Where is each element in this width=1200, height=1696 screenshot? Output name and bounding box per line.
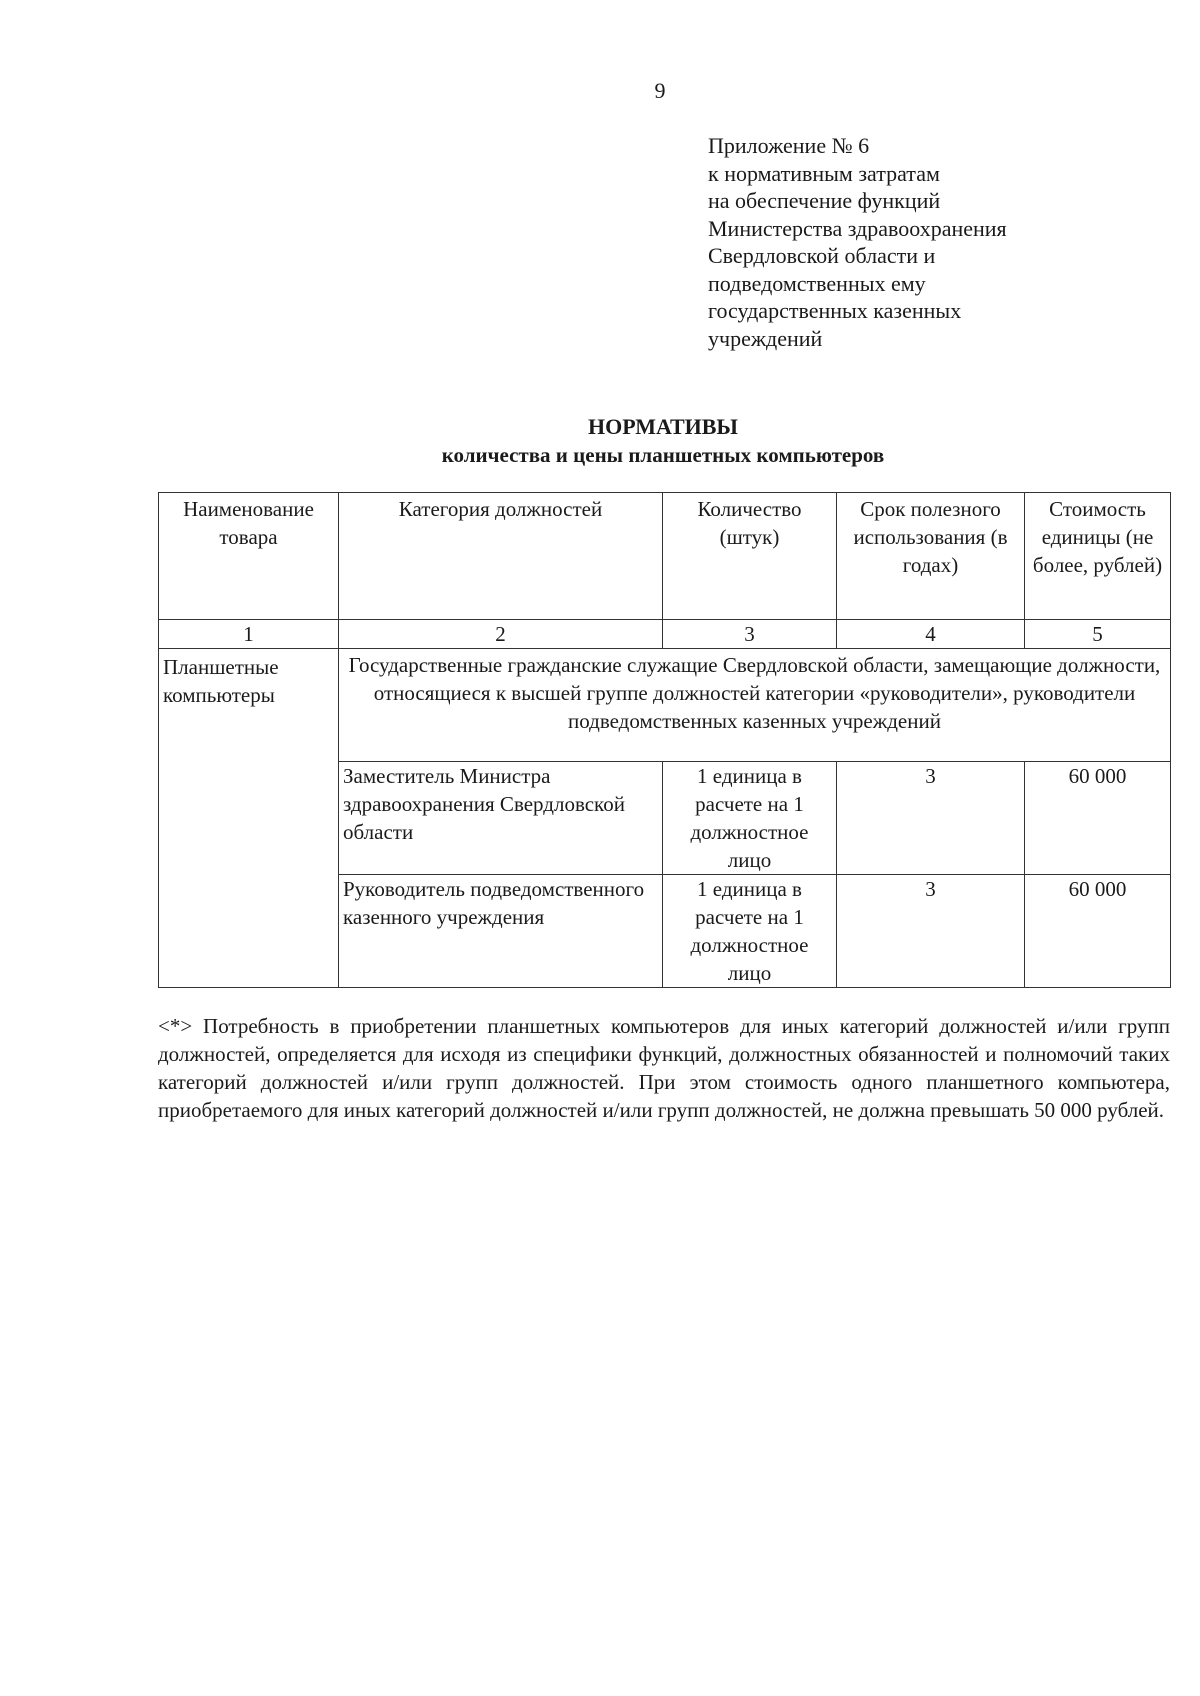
row-category-cell: Руководитель подведомственного казенного учреждения [339, 875, 663, 988]
row-price-cell: 60 000 [1025, 762, 1171, 875]
row-quantity-cell: 1 единица в расчете на 1 должностное лицо [663, 875, 837, 988]
appendix-line: учреждений [708, 325, 823, 351]
row-quantity-cell: 1 единица в расчете на 1 должностное лицо [663, 762, 837, 875]
appendix-line: к нормативным затратам [708, 160, 940, 186]
document-title: НОРМАТИВЫ [587, 414, 739, 439]
appendix-line: Министерства здравоохранения [708, 215, 1007, 241]
header-category: Категория должностей [339, 493, 663, 620]
product-name-cell: Планшетные компьютеры [159, 649, 339, 988]
header-quantity: Количество (штук) [663, 493, 837, 620]
table-header-row [159, 493, 1171, 620]
header-term: Срок полезного использования (в годах) [837, 493, 1025, 620]
row-category-cell: Заместитель Министра здравоохранения Свердловской области [339, 762, 663, 875]
column-number: 1 [159, 620, 339, 649]
group-row [159, 649, 1171, 762]
norms-table [158, 492, 1171, 988]
appendix-line: Приложение № 6 [708, 133, 870, 158]
appendix-line: государственных казенных [708, 298, 962, 323]
row-term-cell: 3 [837, 762, 1025, 875]
footnote: <*> Потребность в приобретении планшетных компьютеров для иных категорий должностей и/или групп должностей, определяется для исходя из специфики функций, должностных обязанностей и полномочий таких категорий должностей и/или групп должностей. При этом стоимость одного планшетного компьютера, приобретаемого для иных категорий должностей и/или групп должностей, не должна превышать 50 000 рублей. [158, 1014, 1170, 1122]
page-number: 9 [654, 78, 666, 103]
column-number: 2 [339, 620, 663, 649]
group-header-cell: Государственные гражданские служащие Свердловской области, замещающие должности, относящиеся к высшей группе должностей категории «руководители», руководители подведомственных казенных учреждений [339, 649, 1171, 762]
appendix-line: Свердловской области и [708, 243, 936, 268]
column-number-row [159, 620, 1171, 649]
appendix-block [708, 132, 1128, 352]
row-term-cell: 3 [837, 875, 1025, 988]
column-number: 3 [663, 620, 837, 649]
row-price-cell: 60 000 [1025, 875, 1171, 988]
header-price: Стоимость единицы (не более, рублей) [1025, 493, 1171, 620]
column-number: 4 [837, 620, 1025, 649]
column-number: 5 [1025, 620, 1171, 649]
appendix-line: на обеспечение функций [708, 188, 941, 213]
header-product-name: Наименование товара [159, 493, 339, 620]
appendix-line: подведомственных ему [708, 270, 926, 296]
document-subtitle: количества и цены планшетных компьютеров [441, 443, 885, 467]
